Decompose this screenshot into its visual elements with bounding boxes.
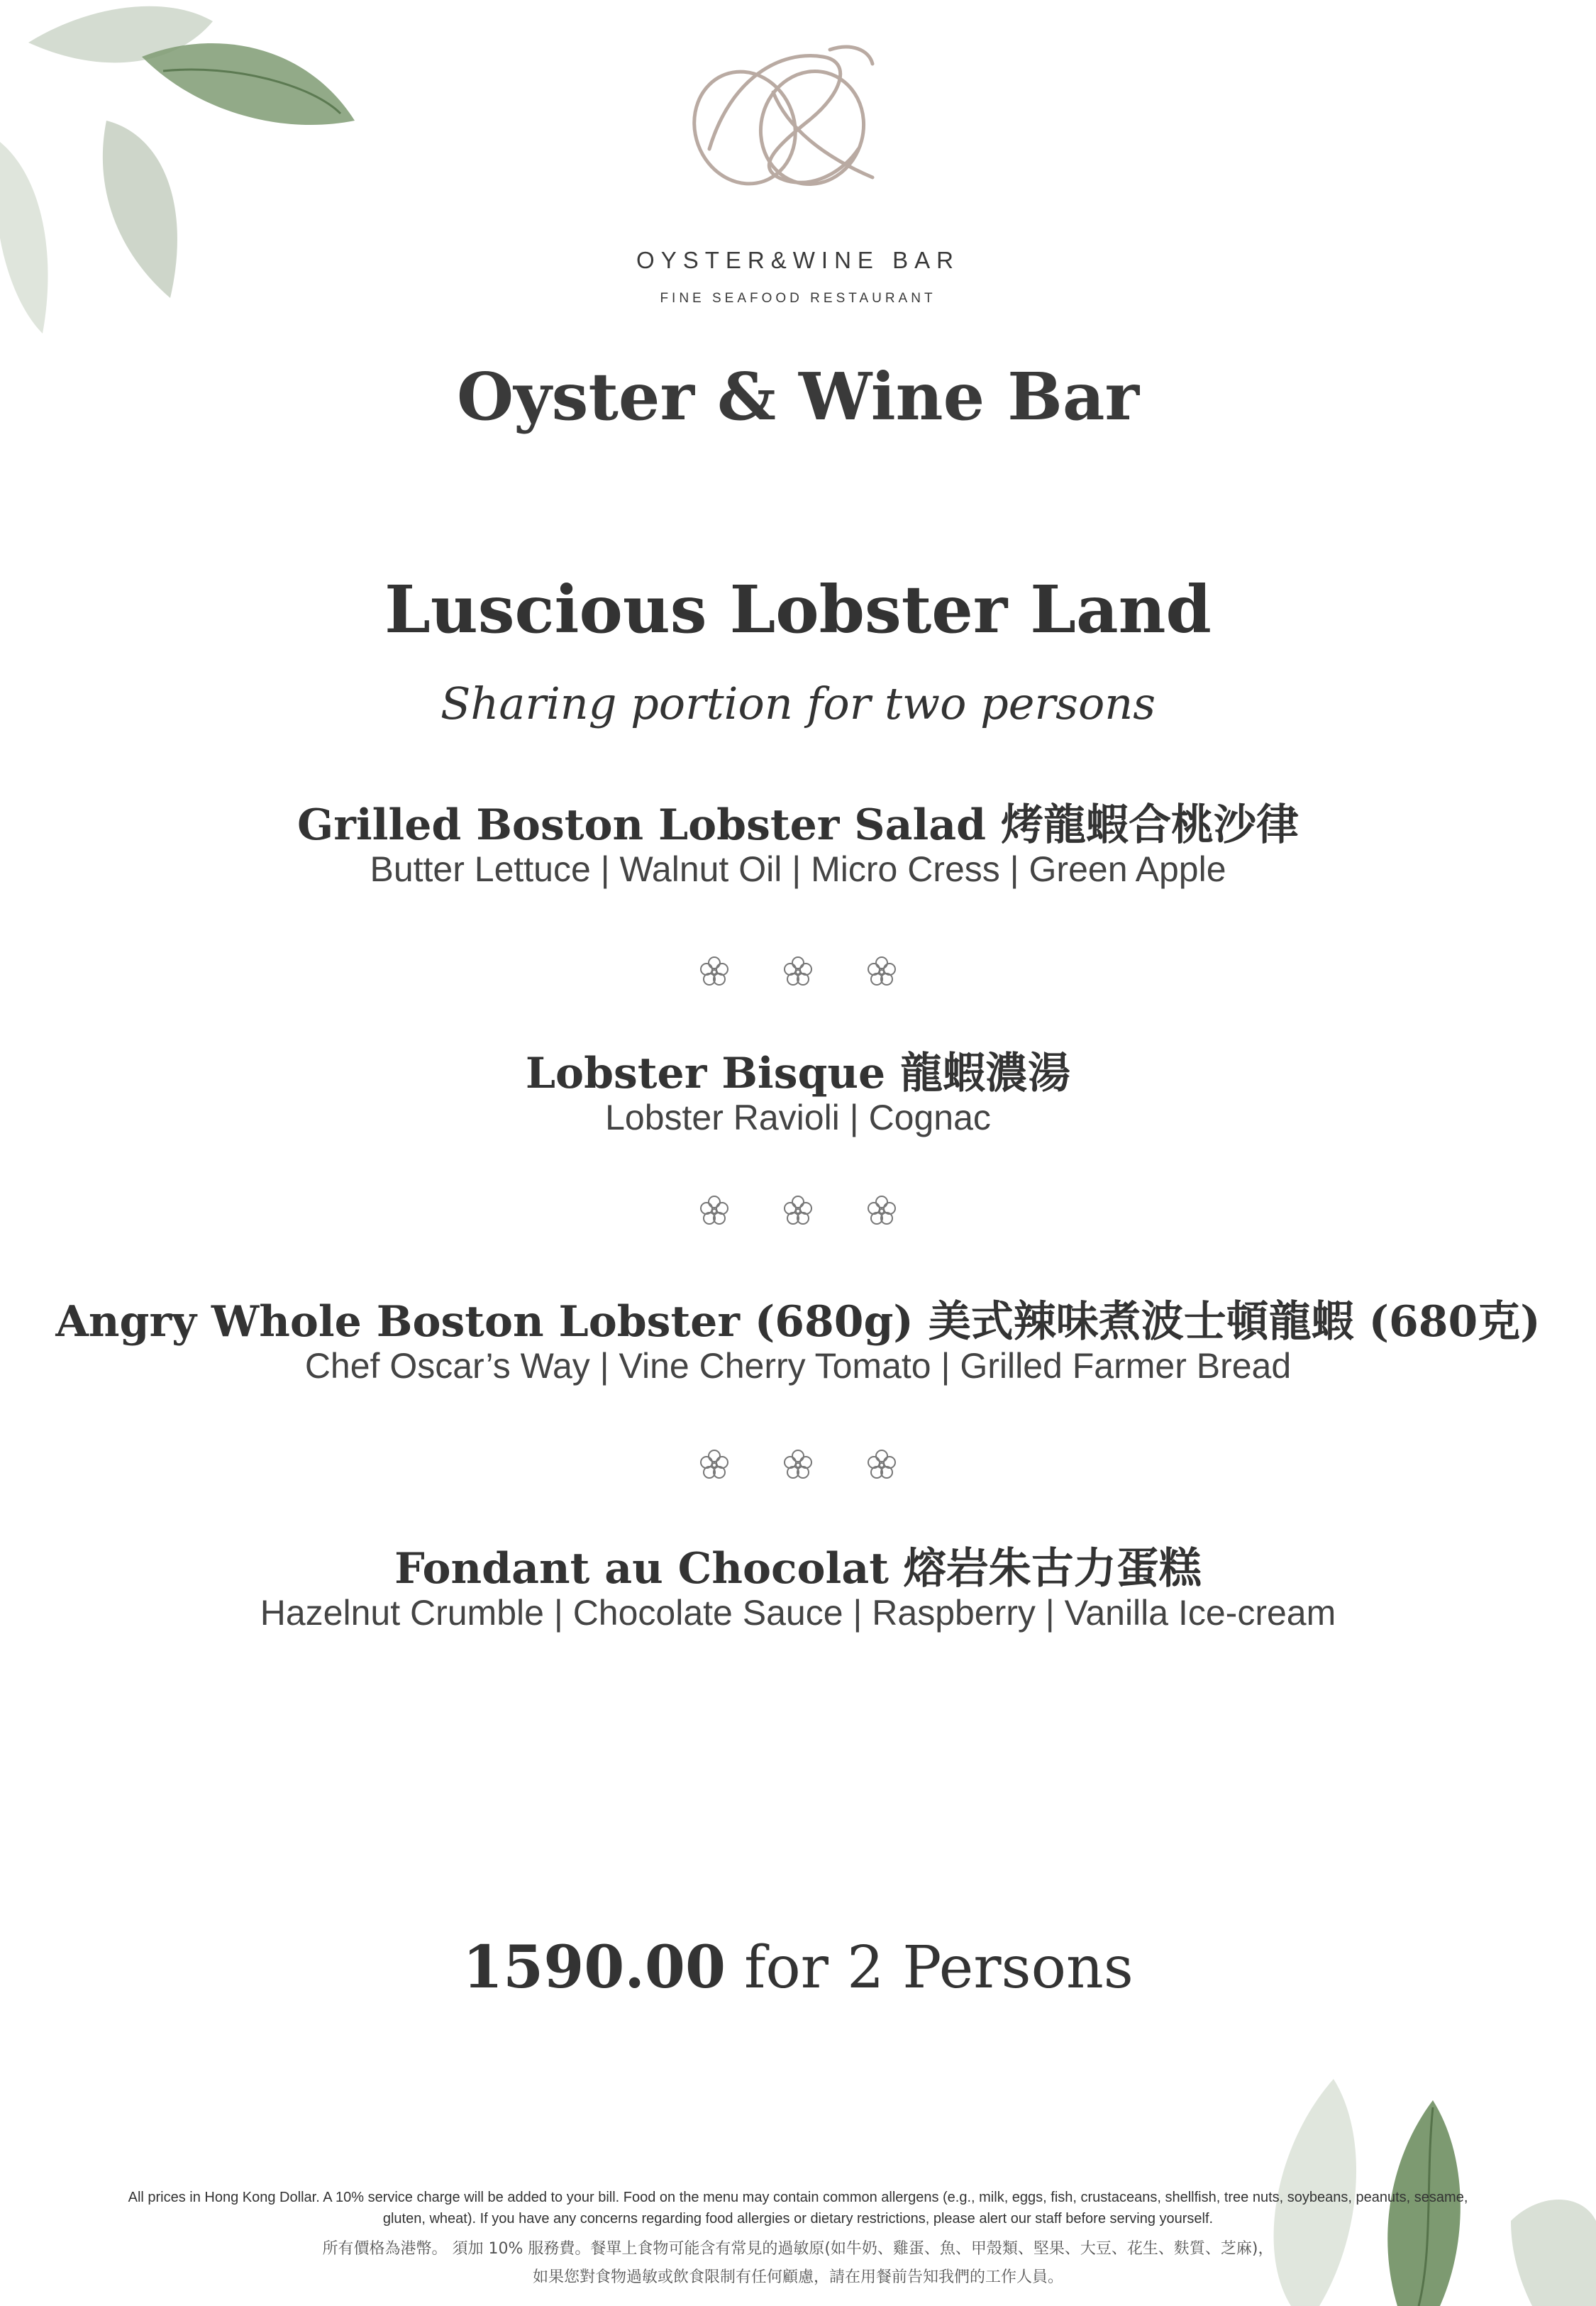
price-suffix: for 2 Persons bbox=[726, 1934, 1134, 2002]
set-menu-subtitle: Sharing portion for two persons bbox=[440, 678, 1156, 729]
page-title: Oyster & Wine Bar bbox=[457, 358, 1139, 435]
set-menu-title: Luscious Lobster Land bbox=[384, 571, 1212, 648]
set-price bbox=[0, 1933, 1596, 2002]
flower-icon bbox=[697, 954, 731, 988]
price-amount: 1590.00 bbox=[462, 1933, 726, 2002]
course-divider bbox=[0, 1193, 1596, 1228]
footer-en-line-1: All prices in Hong Kong Dollar. A 10% service charge will be added to your bill. Food on the menu may contain common allergens (e.g., milk, eggs, fish, crustaceans, shellfish, tree nuts, soybeans, peanuts, sesame, bbox=[128, 2190, 1468, 2205]
course-2-name: Lobster Bisque 龍蝦濃湯 bbox=[525, 1049, 1071, 1098]
course-2-description: Lobster Ravioli | Cognac bbox=[605, 1098, 991, 1137]
flower-icon bbox=[697, 1447, 731, 1482]
footer-disclaimer-zh-line-1: 所有價格為港幣。 須加 10% 服務費。餐單上食物可能含有常見的過敏原(如牛奶、雞蛋、魚、甲殼類、堅果、大豆、花生、麩質、芝麻)， bbox=[322, 2240, 1274, 2258]
flower-icon bbox=[865, 1447, 899, 1482]
course-1-name: Grilled Boston Lobster Salad 烤龍蝦合桃沙律 bbox=[297, 800, 1299, 850]
flower-icon bbox=[781, 1447, 815, 1482]
ampersand-logo bbox=[667, 35, 908, 199]
course-3-name: Angry Whole Boston Lobster (680g) 美式辣味煮波士頓龍蝦 (680克) bbox=[55, 1297, 1541, 1347]
flower-icon bbox=[781, 1193, 815, 1228]
flower-icon bbox=[865, 1193, 899, 1228]
course-4-name: Fondant au Chocolat 熔岩朱古力蛋糕 bbox=[394, 1544, 1202, 1594]
brand-name: OYSTER&WINE BAR bbox=[636, 247, 960, 273]
flower-icon bbox=[697, 1193, 731, 1228]
flower-icon bbox=[781, 954, 815, 988]
course-divider bbox=[0, 1447, 1596, 1482]
flower-icon bbox=[865, 954, 899, 988]
leaf-decoration-top-left bbox=[0, 0, 397, 341]
footer-en-line-2: gluten, wheat). If you have any concerns regarding food allergies or dietary restrictions, please alert our staff before serving yourself. bbox=[382, 2211, 1214, 2227]
course-4-description: Hazelnut Crumble | Chocolate Sauce | Raspberry | Vanilla Ice-cream bbox=[260, 1593, 1336, 1633]
footer-disclaimer-zh-line-2: 如果您對食物過敏或飲食限制有任何顧慮，請在用餐前告知我們的工作人員。 bbox=[532, 2268, 1063, 2286]
course-1-description: Butter Lettuce | Walnut Oil | Micro Cress | Green Apple bbox=[370, 849, 1226, 889]
course-3-description: Chef Oscar’s Way | Vine Cherry Tomato | Grilled Farmer Bread bbox=[304, 1346, 1292, 1386]
course-divider bbox=[0, 954, 1596, 988]
footer-disclaimer-en bbox=[28, 2187, 1568, 2229]
brand-tagline: FINE SEAFOOD RESTAURANT bbox=[660, 291, 936, 306]
